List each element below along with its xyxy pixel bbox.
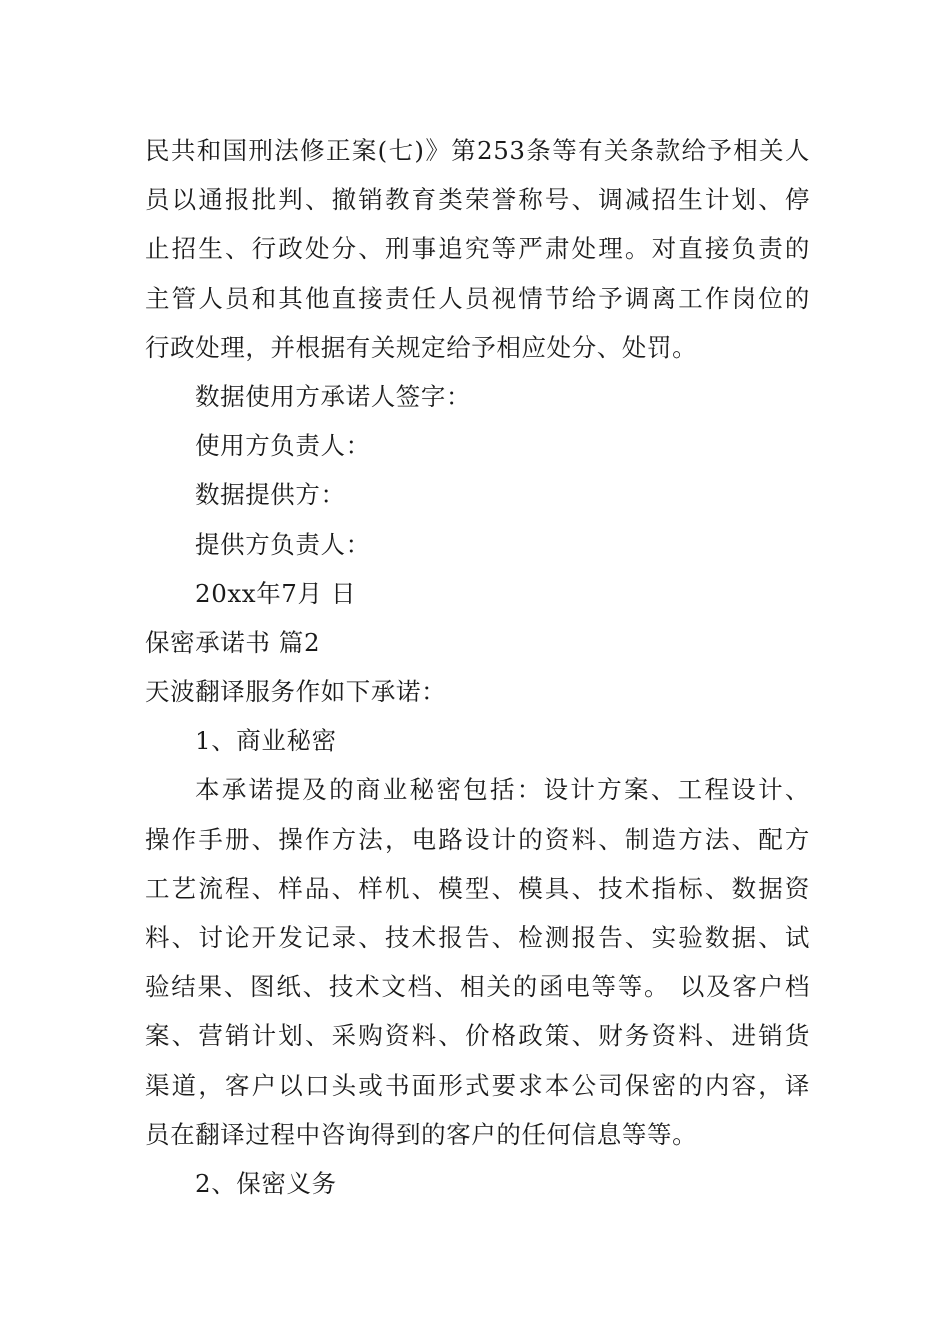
document-page xyxy=(145,126,810,1208)
paragraph-line: 验结果、图纸、技术文档、相关的函电等等。 以及客户档 xyxy=(145,972,810,1002)
heading-confidentiality-duty: 2、保密义务 xyxy=(195,1168,337,1198)
paragraph-line: 民共和国刑法修正案(七)》第253条等有关条款给予相关人 xyxy=(145,136,810,165)
signature-line-user-head: 使用方负责人： xyxy=(195,431,371,461)
signature-line-provider: 数据提供方： xyxy=(195,480,346,510)
date-line: 20xx年7月 日 xyxy=(195,578,357,608)
paragraph-line: 渠道，客户以口头或书面形式要求本公司保密的内容，译 xyxy=(145,1070,810,1100)
paragraph-line: 行政处理，并根据有关规定给予相应处分、处罚。 xyxy=(145,332,698,362)
paragraph-line: 主管人员和其他直接责任人员视情节给予调离工作岗位的 xyxy=(145,283,810,313)
paragraph-line: 料、讨论开发记录、技术报告、检测报告、实验数据、试 xyxy=(145,923,810,952)
signature-line-user: 数据使用方承诺人签字： xyxy=(195,381,472,411)
paragraph-line: 操作手册、操作方法，电路设计的资料、制造方法、配方 xyxy=(145,824,810,854)
heading-trade-secret: 1、商业秘密 xyxy=(195,726,337,756)
signature-line-provider-head: 提供方负责人： xyxy=(195,529,371,559)
paragraph-line: 本承诺提及的商业秘密包括：设计方案、工程设计、 xyxy=(195,775,810,805)
paragraph-line: 员以通报批判、撤销教育类荣誉称号、调减招生计划、停 xyxy=(145,185,810,215)
paragraph-line: 员在翻译过程中咨询得到的客户的任何信息等等。 xyxy=(145,1119,698,1149)
paragraph-line: 案、营销计划、采购资料、价格政策、财务资料、进销货 xyxy=(145,1021,810,1051)
intro-line: 天波翻译服务作如下承诺： xyxy=(145,677,447,707)
section-title: 保密承诺书 篇2 xyxy=(145,627,321,657)
paragraph-line: 止招生、行政处分、刑事追究等严肃处理。对直接负责的 xyxy=(145,234,810,264)
paragraph-line: 工艺流程、样品、样机、模型、模具、技术指标、数据资 xyxy=(145,873,810,903)
